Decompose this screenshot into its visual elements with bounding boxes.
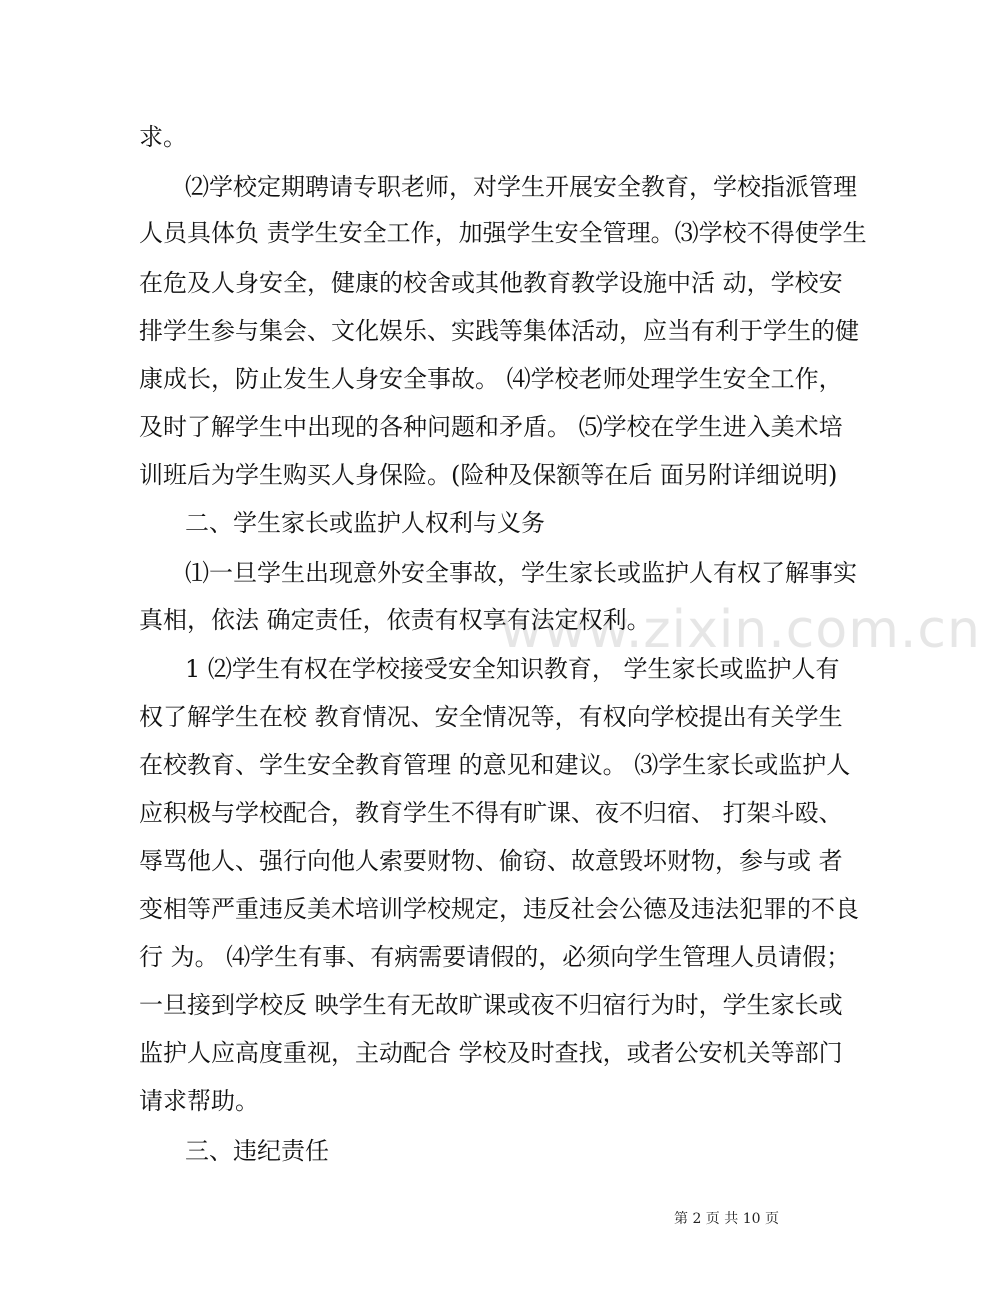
- text-line-3: 人员具体负 责学生安全工作，加强学生安全管理。⑶学校不得使学生: [139, 219, 867, 247]
- text-line-18: 行 为。 ⑷学生有事、有病需要请假的，必须向学生管理人员请假；: [139, 943, 851, 971]
- text-line-5: 排学生参与集会、文化娱乐、实践等集体活动，应当有利于学生的健: [139, 317, 859, 345]
- text-line-19: 一旦接到学校反 映学生有无故旷课或夜不归宿行为时，学生家长或: [139, 991, 843, 1019]
- text-line-16: 辱骂他人、强行向他人索要财物、偷窃、故意毁坏财物，参与或 者: [139, 847, 843, 875]
- page-number-footer: 第 2 页 共 10 页: [674, 1211, 779, 1227]
- text-line-2: ⑵学校定期聘请专职老师，对学生开展安全教育，学校指派管理: [185, 173, 857, 201]
- text-line-14: 在校教育、学生安全教育管理 的意见和建议。 ⑶学生家长或监护人: [139, 751, 851, 779]
- text-line-13: 权了解学生在校 教育情况、安全情况等，有权向学校提出有关学生: [139, 703, 843, 731]
- text-line-6: 康成长，防止发生人身安全事故。 ⑷学校老师处理学生安全工作，: [139, 365, 843, 393]
- text-line-10: ⑴一旦学生出现意外安全事故，学生家长或监护人有权了解事实: [185, 559, 857, 587]
- section-heading-2: 二、学生家长或监护人权利与义务: [185, 509, 545, 537]
- section-heading-3: 三、违纪责任: [185, 1137, 329, 1165]
- text-line-17: 变相等严重违反美术培训学校规定，违反社会公德及违法犯罪的不良: [139, 895, 859, 923]
- text-line-20: 监护人应高度重视，主动配合 学校及时查找，或者公安机关等部门: [139, 1039, 843, 1067]
- text-line-7: 及时了解学生中出现的各种问题和矛盾。 ⑸学校在学生进入美术培: [139, 413, 843, 441]
- text-line-1: 求。: [139, 123, 187, 151]
- text-line-8: 训班后为学生购买人身保险。(险种及保额等在后 面另附详细说明): [139, 461, 838, 489]
- text-line-12: 1 ⑵学生有权在学校接受安全知识教育， 学生家长或监护人有: [185, 655, 840, 683]
- text-line-21: 请求帮助。: [139, 1087, 259, 1115]
- watermark: www.zixin.com.cn: [500, 600, 981, 660]
- text-line-11: 真相，依法 确定责任，依责有权享有法定权利。: [139, 606, 651, 634]
- text-line-15: 应积极与学校配合，教育学生不得有旷课、夜不归宿、 打架斗殴、: [139, 799, 843, 827]
- text-line-4: 在危及人身安全，健康的校舍或其他教育教学设施中活 动，学校安: [139, 269, 843, 297]
